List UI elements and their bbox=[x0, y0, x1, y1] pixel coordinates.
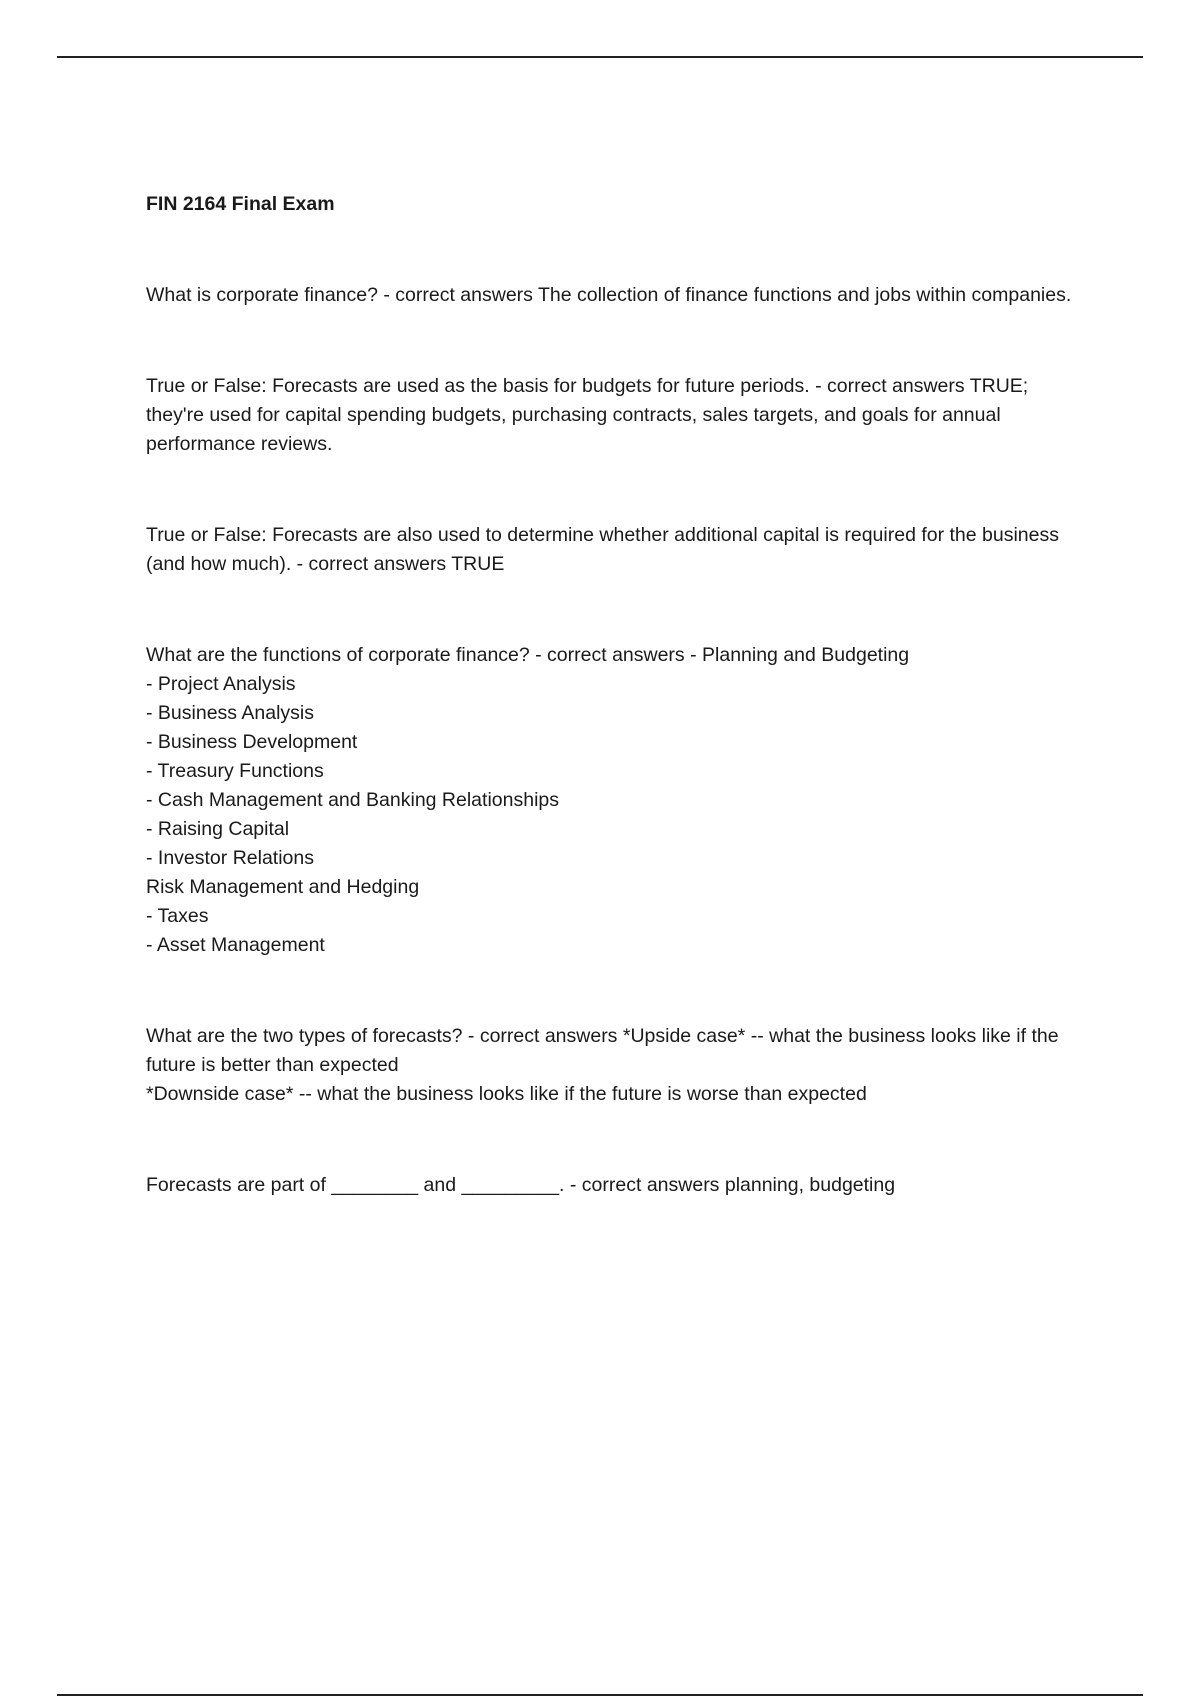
qa-block bbox=[146, 641, 1086, 960]
qa-text: What are the two types of forecasts? - correct answers *Upside case* -- what the business looks like if the future is better than expected bbox=[146, 1025, 1059, 1076]
qa-block bbox=[146, 372, 1086, 459]
list-item: - Business Development bbox=[146, 731, 358, 753]
qa-block bbox=[146, 1171, 1086, 1200]
list-item: - Project Analysis bbox=[146, 673, 296, 695]
list-item: Risk Management and Hedging bbox=[146, 876, 420, 898]
list-item: - Treasury Functions bbox=[146, 760, 324, 782]
list-item: - Investor Relations bbox=[146, 847, 314, 869]
document-body bbox=[146, 190, 1086, 1262]
qa-text: What is corporate finance? - correct answers The collection of finance functions and jobs within companies. bbox=[146, 284, 1072, 306]
qa-text: Forecasts are part of ________ and _________. - correct answers planning, budgeting bbox=[146, 1174, 896, 1196]
document-title: FIN 2164 Final Exam bbox=[146, 193, 335, 215]
qa-block bbox=[146, 521, 1086, 579]
qa-extra-line: *Downside case* -- what the business looks like if the future is worse than expected bbox=[146, 1083, 867, 1105]
qa-text: True or False: Forecasts are also used to determine whether additional capital is required for the business (and how much). - correct answers TRUE bbox=[146, 524, 1059, 575]
list-item: - Asset Management bbox=[146, 934, 325, 956]
header-rule bbox=[57, 56, 1143, 58]
list-item: - Cash Management and Banking Relationships bbox=[146, 789, 559, 811]
list-item: - Raising Capital bbox=[146, 818, 290, 840]
list-item: - Business Analysis bbox=[146, 702, 314, 724]
qa-text: What are the functions of corporate finance? - correct answers - Planning and Budgeting bbox=[146, 644, 910, 666]
qa-text: True or False: Forecasts are used as the basis for budgets for future periods. - correct answers TRUE; they're used for capital spending budgets, purchasing contracts, sales targets, and goals for annual performance reviews. bbox=[146, 375, 1029, 455]
list-item: - Taxes bbox=[146, 905, 209, 927]
qa-block bbox=[146, 281, 1086, 310]
qa-block bbox=[146, 1022, 1086, 1109]
footer-rule bbox=[57, 1694, 1143, 1696]
